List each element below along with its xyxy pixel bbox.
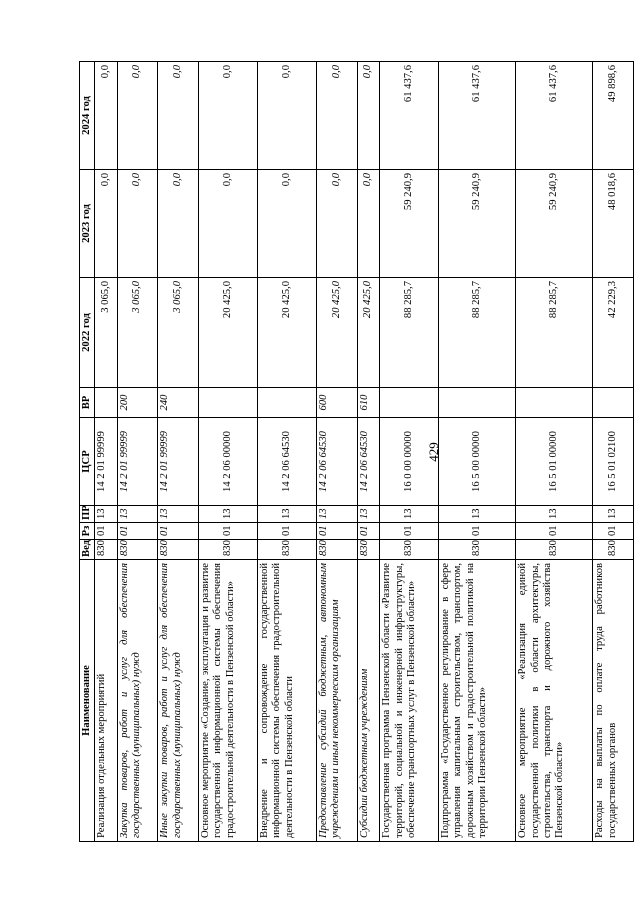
row-vr <box>257 388 316 418</box>
row-rz: 01 <box>516 523 593 540</box>
row-2023: 48 018,6 <box>593 170 634 278</box>
row-csr: 14 2 06 64530 <box>257 418 316 506</box>
row-2024: 61 437,6 <box>439 62 516 170</box>
row-csr: 14 2 01 99999 <box>158 418 199 506</box>
row-pr: 13 <box>199 506 258 523</box>
table-row <box>357 62 380 842</box>
row-ved: 830 <box>158 540 199 560</box>
row-vr <box>199 388 258 418</box>
row-name: Государственная программа Пензенской области «Развитие территорий, социальной и инженерной инфраструктуры, обеспечение транспортных услуг в Пензенской области» <box>380 560 439 842</box>
col-header-2022: 2022 год <box>80 278 95 388</box>
row-pr: 13 <box>117 506 158 523</box>
row-rz: 01 <box>316 523 357 540</box>
budget-table <box>79 61 634 842</box>
col-header-2024: 2024 год <box>80 62 95 170</box>
row-2022: 20 425,0 <box>357 278 380 388</box>
row-pr: 13 <box>257 506 316 523</box>
row-2022: 3 065,0 <box>117 278 158 388</box>
row-2022: 88 285,7 <box>439 278 516 388</box>
row-csr: 16 5 00 00000 <box>439 418 516 506</box>
row-2024: 0,0 <box>158 62 199 170</box>
row-ved: 830 <box>516 540 593 560</box>
row-csr: 14 2 06 64530 <box>357 418 380 506</box>
row-2023: 0,0 <box>95 170 118 278</box>
row-2024: 0,0 <box>257 62 316 170</box>
row-2022: 20 425,0 <box>316 278 357 388</box>
row-rz: 01 <box>117 523 158 540</box>
row-name: Реализация отдельных мероприятий <box>95 560 118 842</box>
row-csr: 16 0 00 00000 <box>380 418 439 506</box>
row-pr: 13 <box>357 506 380 523</box>
row-name: Основное мероприятие «Создание, эксплуатация и развитие государственной информационной системы обеспечения градостроительной деятельности в Пензенской области» <box>199 560 258 842</box>
rotated-table-container <box>79 62 634 842</box>
row-rz: 01 <box>357 523 380 540</box>
row-pr: 13 <box>316 506 357 523</box>
row-rz: 01 <box>95 523 118 540</box>
row-vr <box>439 388 516 418</box>
table-row <box>380 62 439 842</box>
row-ved: 830 <box>95 540 118 560</box>
row-2022: 20 425,0 <box>257 278 316 388</box>
row-vr: 600 <box>316 388 357 418</box>
row-vr <box>593 388 634 418</box>
row-2022: 3 065,0 <box>95 278 118 388</box>
col-header-pr: ПР <box>80 506 95 523</box>
col-header-csr: ЦСР <box>80 418 95 506</box>
row-2022: 3 065,0 <box>158 278 199 388</box>
row-vr: 200 <box>117 388 158 418</box>
row-rz: 01 <box>257 523 316 540</box>
row-rz: 01 <box>593 523 634 540</box>
row-2022: 42 229,3 <box>593 278 634 388</box>
row-name: Внедрение и сопровождение государственной информационной системы обеспечения градостроительной деятельности в Пензенской области <box>257 560 316 842</box>
table-row <box>439 62 516 842</box>
row-name: Подпрограмма «Государственное регулирование в сфере управления капитальным строительством, транспортом, дорожным хозяйством и градостроительной политикой на территории Пензенской области» <box>439 560 516 842</box>
row-ved: 830 <box>316 540 357 560</box>
row-csr: 14 2 06 00000 <box>199 418 258 506</box>
row-ved: 830 <box>117 540 158 560</box>
table-row <box>199 62 258 842</box>
col-header-ved: Вед <box>80 540 95 560</box>
row-2022: 88 285,7 <box>380 278 439 388</box>
row-2024: 49 898,6 <box>593 62 634 170</box>
row-ved: 830 <box>593 540 634 560</box>
col-header-rz: Рз <box>80 523 95 540</box>
page-number: 429 <box>426 442 441 462</box>
row-2023: 0,0 <box>357 170 380 278</box>
row-name: Предоставление субсидий бюджетным, автономным учреждениям и иным некоммерческим организациям <box>316 560 357 842</box>
row-2022: 20 425,0 <box>199 278 258 388</box>
row-ved: 830 <box>199 540 258 560</box>
row-csr: 16 5 01 00000 <box>516 418 593 506</box>
header-row <box>80 62 95 842</box>
row-vr <box>516 388 593 418</box>
row-name: Закупка товаров, работ и услуг для обеспечения государственных (муниципальных) нужд <box>117 560 158 842</box>
table-row <box>158 62 199 842</box>
row-2022: 88 285,7 <box>516 278 593 388</box>
row-2024: 0,0 <box>95 62 118 170</box>
row-rz: 01 <box>380 523 439 540</box>
row-csr: 14 2 06 64530 <box>316 418 357 506</box>
row-ved: 830 <box>380 540 439 560</box>
row-pr: 13 <box>158 506 199 523</box>
row-pr: 13 <box>439 506 516 523</box>
table-row <box>95 62 118 842</box>
row-vr <box>95 388 118 418</box>
row-name: Расходы на выплаты по оплате труда работников государственных органов <box>593 560 634 842</box>
row-rz: 01 <box>439 523 516 540</box>
row-pr: 13 <box>380 506 439 523</box>
row-2023: 59 240,9 <box>380 170 439 278</box>
row-name: Основное мероприятие «Реализация единой государственной политики в области архитектуры, строительства, транспорта и дорожного хозяйства Пензенской области» <box>516 560 593 842</box>
row-2024: 0,0 <box>117 62 158 170</box>
row-2023: 59 240,9 <box>516 170 593 278</box>
row-vr: 240 <box>158 388 199 418</box>
col-header-vr: ВР <box>80 388 95 418</box>
row-ved: 830 <box>357 540 380 560</box>
row-ved: 830 <box>439 540 516 560</box>
row-csr: 14 2 01 99999 <box>95 418 118 506</box>
row-rz: 01 <box>199 523 258 540</box>
col-header-name: Наименование <box>80 560 95 842</box>
row-pr: 13 <box>516 506 593 523</box>
table-row <box>516 62 593 842</box>
row-2023: 0,0 <box>158 170 199 278</box>
row-2024: 0,0 <box>199 62 258 170</box>
row-2024: 0,0 <box>316 62 357 170</box>
row-2023: 59 240,9 <box>439 170 516 278</box>
row-pr: 13 <box>593 506 634 523</box>
row-2024: 0,0 <box>357 62 380 170</box>
row-2023: 0,0 <box>316 170 357 278</box>
row-csr: 16 5 01 02100 <box>593 418 634 506</box>
row-2024: 61 437,6 <box>380 62 439 170</box>
row-vr: 610 <box>357 388 380 418</box>
row-ved: 830 <box>257 540 316 560</box>
table-row <box>257 62 316 842</box>
col-header-2023: 2023 год <box>80 170 95 278</box>
row-name: Иные закупки товаров, работ и услуг для обеспечения государственных (муниципальных) нужд <box>158 560 199 842</box>
row-2023: 0,0 <box>117 170 158 278</box>
row-rz: 01 <box>158 523 199 540</box>
row-2023: 0,0 <box>199 170 258 278</box>
row-2024: 61 437,6 <box>516 62 593 170</box>
row-pr: 13 <box>95 506 118 523</box>
row-vr <box>380 388 439 418</box>
table-row <box>316 62 357 842</box>
row-csr: 14 2 01 99999 <box>117 418 158 506</box>
table-row <box>593 62 634 842</box>
row-2023: 0,0 <box>257 170 316 278</box>
table-row <box>117 62 158 842</box>
row-name: Субсидии бюджетным учреждениям <box>357 560 380 842</box>
